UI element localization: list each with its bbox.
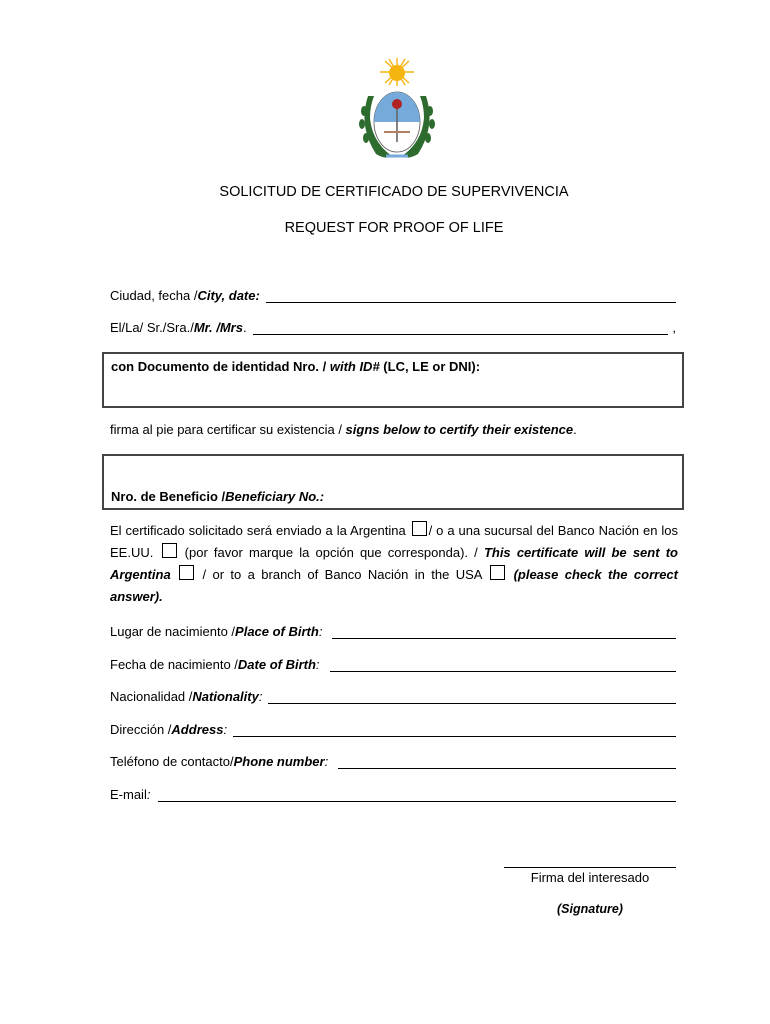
email-row: E-mail : xyxy=(110,787,676,802)
city-date-label-en: City, date xyxy=(197,288,256,303)
delivery-paragraph: El certificado solicitado será enviado a la Argentina / o a una sucursal del Banco Nación en los EE.UU. (por favor marque la opción que corresponda). / This certificate will be sent to Argentina / or to a branch of Banco Nación in the USA (please check the correct answer). xyxy=(110,523,678,604)
usa-checkbox-es[interactable] xyxy=(162,543,177,558)
coat-of-arms-emblem xyxy=(356,56,438,166)
argentina-checkbox-en[interactable] xyxy=(179,565,194,580)
title-english: REQUEST FOR PROOF OF LIFE xyxy=(284,220,504,236)
name-label-en: Mr. /Mrs xyxy=(193,320,243,335)
usa-checkbox-en[interactable] xyxy=(490,565,505,580)
city-date-field[interactable] xyxy=(266,288,676,303)
address-field[interactable] xyxy=(233,722,676,737)
date-of-birth-row: Fecha de nacimiento / Date of Birth : xyxy=(110,657,676,672)
signature-line[interactable] xyxy=(504,867,676,868)
id-number-label: con Documento de identidad Nro. / with ID# (LC, LE or DNI): xyxy=(111,359,481,374)
signature-label: Firma del interesado xyxy=(530,870,650,885)
shield xyxy=(374,92,420,152)
city-date-row: Ciudad, fecha / City, date : xyxy=(110,288,676,303)
id-number-box[interactable] xyxy=(102,352,684,408)
nationality-row: Nacionalidad / Nationality : xyxy=(110,689,676,704)
email-field[interactable] xyxy=(158,787,676,802)
place-of-birth-field[interactable] xyxy=(332,624,676,639)
name-row: El/La/ Sr./Sra./ Mr. /Mrs . , xyxy=(110,320,676,335)
beneficiary-number-box[interactable] xyxy=(102,454,684,510)
nationality-field[interactable] xyxy=(268,689,676,704)
title-spanish: SOLICITUD DE CERTIFICADO DE SUPERVIVENCIA xyxy=(219,184,569,200)
city-date-label-es: Ciudad, fecha / xyxy=(110,288,198,303)
beneficiary-number-label: Nro. de Beneficio /Beneficiary No.: xyxy=(111,489,325,504)
sun-icon xyxy=(380,58,414,86)
name-label-es: El/La/ Sr./Sra./ xyxy=(110,320,194,335)
place-of-birth-row: Lugar de nacimiento / Place of Birth : xyxy=(110,624,676,639)
date-of-birth-field[interactable] xyxy=(330,657,676,672)
address-row: Dirección / Address : xyxy=(110,722,676,737)
phone-row: Teléfono de contacto/ Phone number : xyxy=(110,754,676,769)
certify-sentence: firma al pie para certificar su existencia / signs below to certify their existence. xyxy=(110,422,577,437)
signature-sublabel: (Signature) xyxy=(557,902,623,916)
phone-field[interactable] xyxy=(338,754,676,769)
argentina-checkbox-es[interactable] xyxy=(412,521,427,536)
name-field[interactable] xyxy=(253,320,669,335)
phrygian-cap-icon xyxy=(392,99,402,109)
